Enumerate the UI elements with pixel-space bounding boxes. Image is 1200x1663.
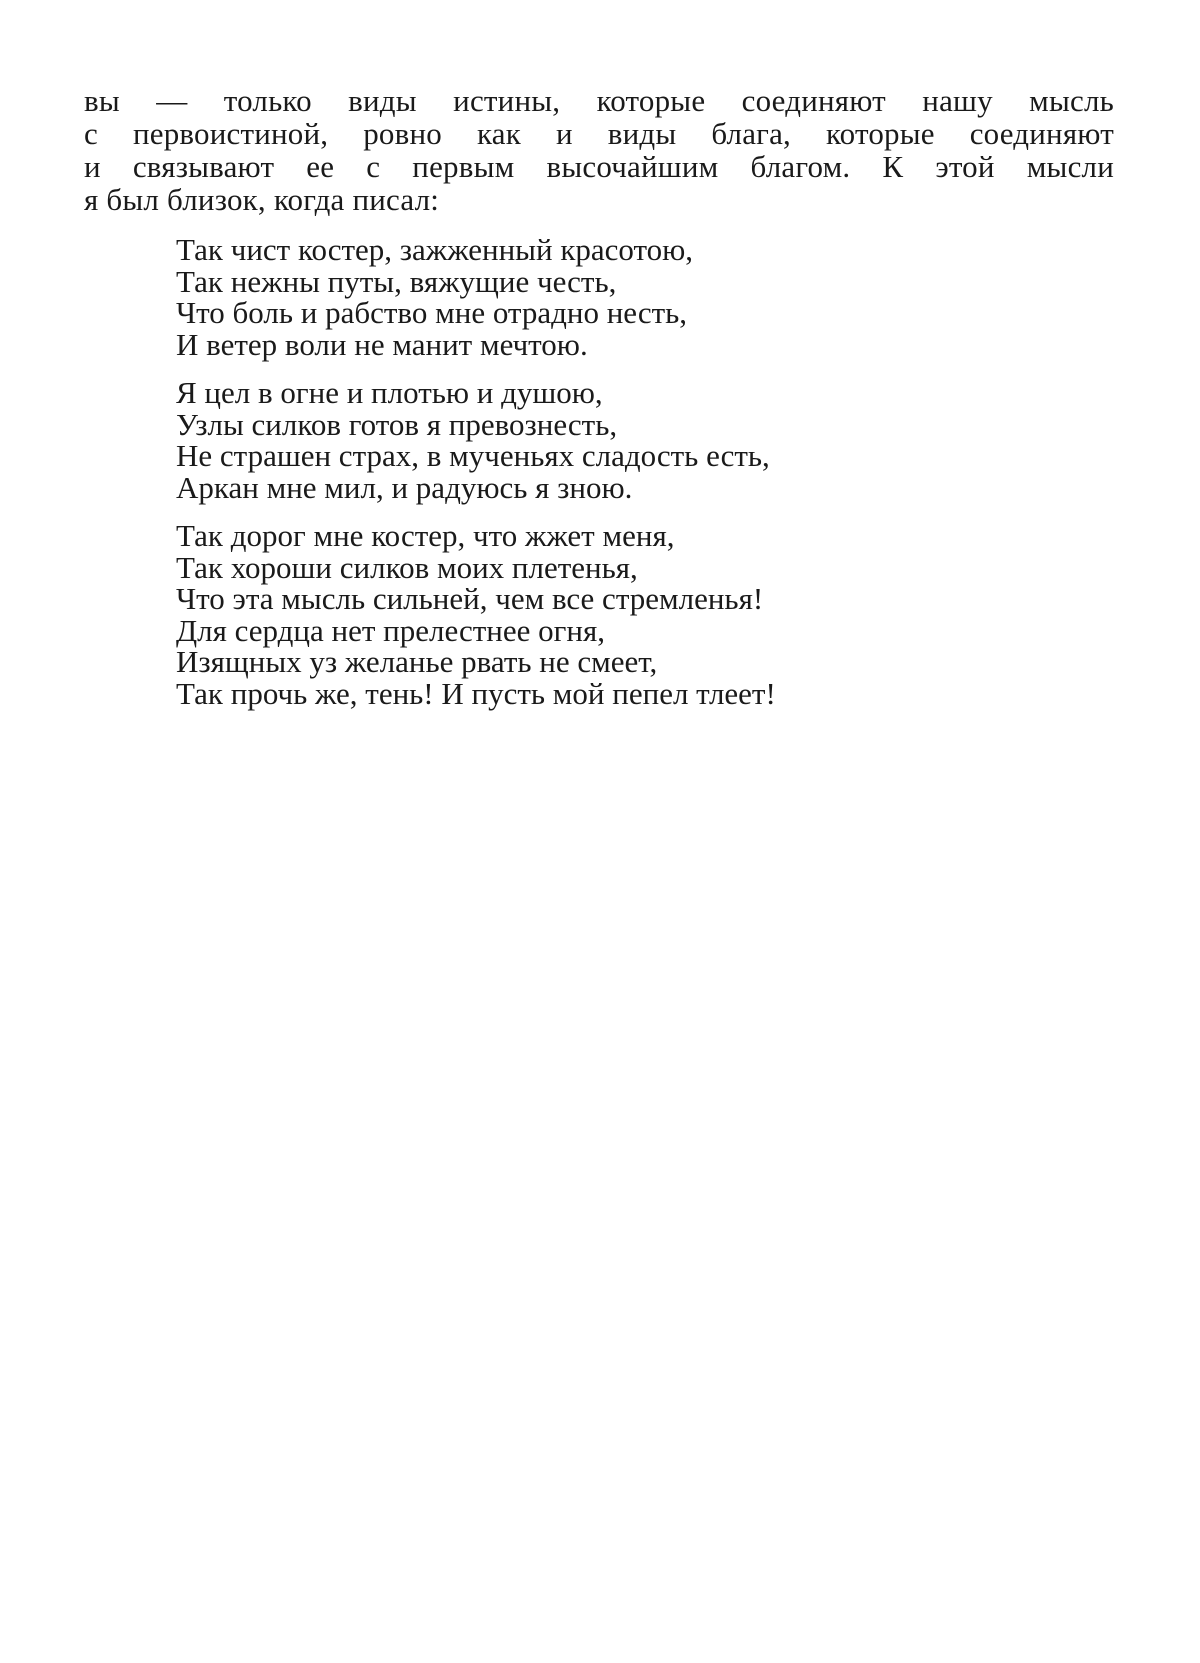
poem-line: Аркан мне мил, и радуюсь я зною. <box>176 469 633 505</box>
poem-line: Так дорог мне костер, что жжет меня, <box>176 518 675 553</box>
poem-line: Так прочь же, тень! И пусть мой пепел тлеет! <box>176 675 776 711</box>
prose-line: вы — только виды истины, которые соединяют нашу мысль <box>84 83 1114 118</box>
prose-paragraph <box>84 84 1114 216</box>
poem-line: Для сердца нет прелестнее огня, <box>176 612 605 648</box>
poem-line: И ветер воли не манит мечтою. <box>176 326 588 362</box>
poem-line: Я цел в огне и плотью и душою, <box>176 375 603 410</box>
poem-line: Не страшен страх, в мученьях сладость есть, <box>176 438 770 473</box>
poem-stanza-2 <box>176 377 936 503</box>
poem-line: Что эта мысль сильней, чем все стремленья! <box>176 581 764 616</box>
poem <box>176 234 936 726</box>
prose-line: и связывают ее с первым высочайшим благом. К этой мысли <box>84 149 1114 184</box>
prose-line: я был близок, когда писал: <box>84 182 440 217</box>
poem-line: Так хороши силков моих плетенья, <box>176 549 638 585</box>
poem-line: Так чист костер, зажженный красотою, <box>176 232 694 267</box>
poem-line: Узлы силков готов я превознесть, <box>176 406 618 442</box>
prose-line: с первоистиной, ровно как и виды блага, которые соединяют <box>84 116 1114 151</box>
poem-stanza-1 <box>176 234 936 360</box>
poem-line: Что боль и рабство мне отрадно несть, <box>176 295 688 330</box>
poem-stanza-3 <box>176 520 936 709</box>
poem-line: Так нежны путы, вяжущие честь, <box>176 263 617 299</box>
poem-line: Изящных уз желанье рвать не смеет, <box>176 644 658 679</box>
